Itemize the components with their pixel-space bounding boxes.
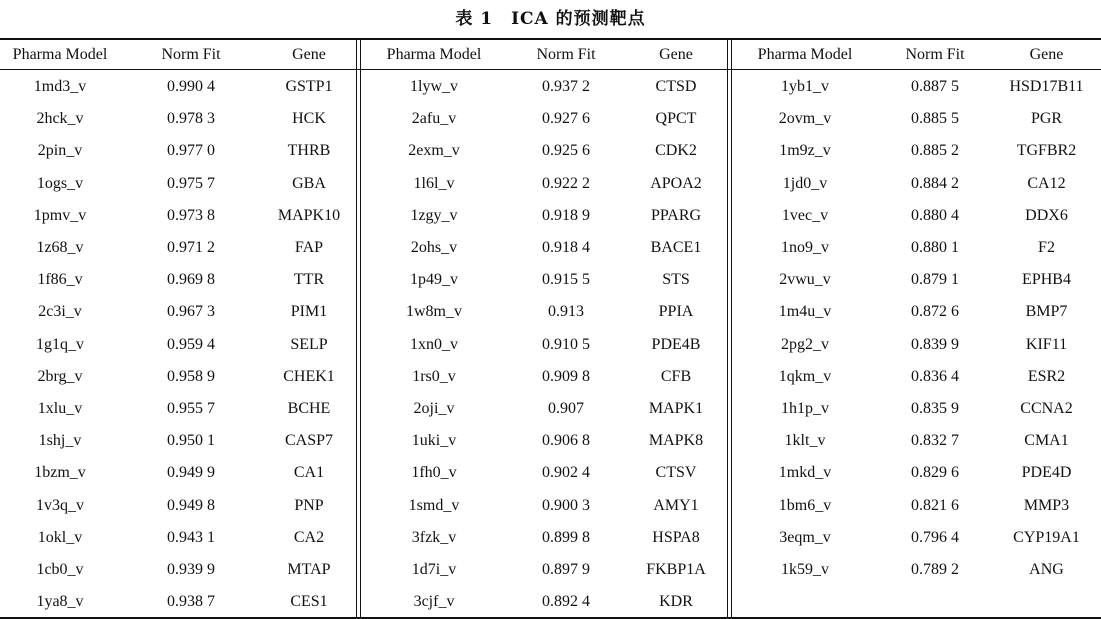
norm-fit-cell: 0.829 6 bbox=[911, 464, 959, 482]
pharma-model-cell: 1md3_v bbox=[33, 78, 87, 96]
pharma-model-cell: 1vec_v bbox=[781, 206, 829, 224]
norm-fit-cell: 0.885 5 bbox=[911, 110, 959, 128]
norm-fit-cell: 0.906 8 bbox=[542, 432, 590, 450]
norm-fit-cell: 0.949 9 bbox=[167, 464, 215, 482]
norm-fit-cell: 0.977 0 bbox=[167, 142, 215, 160]
pharma-model-cell: 1fh0_v bbox=[411, 464, 457, 482]
pharma-model-cell: 1g1q_v bbox=[36, 335, 84, 353]
gene-cell: GBA bbox=[292, 174, 326, 192]
norm-fit-cell: 0.949 8 bbox=[167, 496, 215, 514]
norm-fit-cell: 0.958 9 bbox=[167, 367, 215, 385]
norm-fit-cell: 0.832 7 bbox=[911, 432, 959, 450]
norm-fit-cell: 0.967 3 bbox=[167, 303, 215, 321]
pharma-model-cell: 1xlu_v bbox=[37, 399, 83, 417]
col-header-gene: Gene bbox=[292, 45, 326, 63]
gene-cell: QPCT bbox=[655, 110, 697, 128]
gene-cell: CHEK1 bbox=[283, 367, 335, 385]
gene-cell: PDE4D bbox=[1021, 464, 1072, 482]
gene-cell: CA1 bbox=[293, 464, 325, 482]
table-row bbox=[732, 200, 1101, 232]
col-header-gene: Gene bbox=[659, 45, 693, 63]
gene-cell: PDE4B bbox=[651, 335, 701, 353]
gene-cell: AMY1 bbox=[653, 496, 699, 514]
pharma-model-cell: 2exm_v bbox=[408, 142, 460, 160]
gene-cell: BACE1 bbox=[650, 239, 702, 257]
pharma-model-cell: 1h1p_v bbox=[781, 399, 829, 417]
norm-fit-cell: 0.821 6 bbox=[911, 496, 959, 514]
norm-fit-cell: 0.973 8 bbox=[167, 206, 215, 224]
norm-fit-cell: 0.835 9 bbox=[911, 399, 959, 417]
norm-fit-cell: 0.918 4 bbox=[542, 239, 590, 257]
pharma-model-cell: 1m4u_v bbox=[778, 303, 832, 321]
gene-cell: PGR bbox=[1030, 110, 1063, 128]
col-header-norm-fit: Norm Fit bbox=[536, 45, 596, 63]
pharma-model-cell: 1uki_v bbox=[411, 432, 457, 450]
pharma-model-cell: 1v3q_v bbox=[36, 496, 84, 514]
table-panel-1 bbox=[0, 40, 356, 618]
norm-fit-cell: 0.892 4 bbox=[542, 593, 590, 611]
table-row bbox=[732, 103, 1101, 135]
table-row bbox=[0, 69, 356, 103]
norm-fit-cell: 0.907 bbox=[548, 399, 584, 417]
table-row bbox=[361, 200, 727, 232]
table-row bbox=[0, 296, 356, 328]
norm-fit-cell: 0.885 2 bbox=[911, 142, 959, 160]
table-title: ICA 的预测靶点 bbox=[511, 9, 646, 29]
table-row bbox=[361, 522, 727, 554]
table-row bbox=[732, 522, 1101, 554]
header-row bbox=[732, 40, 1101, 69]
gene-cell: CFB bbox=[660, 367, 692, 385]
pharma-model-cell: 1bm6_v bbox=[778, 496, 832, 514]
pharma-model-cell: 2brg_v bbox=[37, 367, 83, 385]
pharma-model-cell: 1rs0_v bbox=[412, 367, 456, 385]
table-row bbox=[361, 103, 727, 135]
pharma-model-cell: 1klt_v bbox=[784, 432, 826, 450]
col-header-pharma-model: Pharma Model bbox=[386, 45, 482, 63]
norm-fit-cell: 0.880 1 bbox=[911, 239, 959, 257]
gene-cell: CYP19A1 bbox=[1013, 528, 1080, 546]
table-row bbox=[0, 329, 356, 361]
pharma-model-cell: 2ohs_v bbox=[410, 239, 458, 257]
norm-fit-cell: 0.943 1 bbox=[167, 528, 215, 546]
col-header-pharma-model: Pharma Model bbox=[12, 45, 108, 63]
table-number: 表 1 bbox=[455, 9, 494, 29]
gene-cell: ESR2 bbox=[1027, 367, 1066, 385]
table-row bbox=[0, 264, 356, 296]
pharma-model-cell: 2oji_v bbox=[413, 399, 455, 417]
gene-cell: MTAP bbox=[287, 560, 331, 578]
table-row bbox=[0, 393, 356, 425]
pharma-model-cell: 1qkm_v bbox=[778, 367, 832, 385]
table-row bbox=[732, 425, 1101, 457]
norm-fit-cell: 0.978 3 bbox=[167, 110, 215, 128]
pharma-model-cell: 1lyw_v bbox=[410, 78, 458, 96]
gene-cell: TGFBR2 bbox=[1016, 142, 1077, 160]
gene-cell: TTR bbox=[293, 271, 325, 289]
table-row bbox=[732, 296, 1101, 328]
pharma-model-cell: 1l6l_v bbox=[413, 174, 455, 192]
pharma-model-cell: 1yb1_v bbox=[781, 78, 829, 96]
col-header-norm-fit: Norm Fit bbox=[905, 45, 965, 63]
pharma-model-cell: 1z68_v bbox=[36, 239, 84, 257]
norm-fit-cell: 0.796 4 bbox=[911, 528, 959, 546]
gene-cell: BCHE bbox=[287, 399, 331, 417]
table-row bbox=[732, 264, 1101, 296]
gene-cell: EPHB4 bbox=[1022, 271, 1071, 289]
pharma-model-cell: 2afu_v bbox=[411, 110, 457, 128]
gene-cell: CA2 bbox=[293, 528, 325, 546]
gene-cell: THRB bbox=[287, 142, 331, 160]
table-row bbox=[361, 69, 727, 103]
table-row bbox=[732, 361, 1101, 393]
norm-fit-cell: 0.918 9 bbox=[542, 206, 590, 224]
table-row bbox=[0, 232, 356, 264]
norm-fit-cell: 0.975 7 bbox=[167, 174, 215, 192]
norm-fit-cell: 0.939 9 bbox=[167, 560, 215, 578]
header-row bbox=[0, 40, 356, 69]
table-row bbox=[732, 232, 1101, 264]
norm-fit-cell: 0.910 5 bbox=[542, 335, 590, 353]
gene-cell: GSTP1 bbox=[285, 78, 333, 96]
pharma-model-cell: 2hck_v bbox=[36, 110, 84, 128]
norm-fit-cell: 0.922 2 bbox=[542, 174, 590, 192]
gene-cell: CCNA2 bbox=[1020, 399, 1073, 417]
pharma-model-cell: 1pmv_v bbox=[33, 206, 87, 224]
norm-fit-cell: 0.938 7 bbox=[167, 593, 215, 611]
table-row bbox=[361, 329, 727, 361]
norm-fit-cell: 0.959 4 bbox=[167, 335, 215, 353]
gene-cell: KDR bbox=[659, 593, 693, 611]
pharma-model-cell: 1cb0_v bbox=[36, 560, 84, 578]
table-row bbox=[361, 489, 727, 521]
table-row bbox=[0, 103, 356, 135]
gene-cell: MAPK10 bbox=[277, 206, 341, 224]
pharma-model-cell: 3fzk_v bbox=[411, 528, 457, 546]
gene-cell: PIM1 bbox=[290, 303, 328, 321]
norm-fit-cell: 0.971 2 bbox=[167, 239, 215, 257]
pharma-model-cell: 1smd_v bbox=[408, 496, 460, 514]
gene-cell: HCK bbox=[292, 110, 326, 128]
gene-cell: CA12 bbox=[1027, 174, 1066, 192]
gene-cell: BMP7 bbox=[1025, 303, 1068, 321]
norm-fit-cell: 0.915 5 bbox=[542, 271, 590, 289]
table-row bbox=[0, 586, 356, 618]
table-row bbox=[732, 393, 1101, 425]
pharma-model-cell: 1w8m_v bbox=[406, 303, 462, 321]
norm-fit-cell: 0.899 8 bbox=[542, 528, 590, 546]
table-row bbox=[732, 457, 1101, 489]
gene-cell: KIF11 bbox=[1025, 335, 1068, 353]
gene-cell: CTSD bbox=[655, 78, 697, 96]
gene-cell: CTSV bbox=[655, 464, 697, 482]
norm-fit-cell: 0.897 9 bbox=[542, 560, 590, 578]
norm-fit-cell: 0.887 5 bbox=[911, 78, 959, 96]
pharma-model-cell: 1d7i_v bbox=[411, 560, 457, 578]
gene-cell: CMA1 bbox=[1024, 432, 1069, 450]
gene-cell: STS bbox=[662, 271, 690, 289]
table-panel-2 bbox=[361, 40, 727, 618]
gene-cell: HSPA8 bbox=[652, 528, 700, 546]
col-header-gene: Gene bbox=[1029, 45, 1064, 63]
gene-cell: CASP7 bbox=[284, 432, 334, 450]
table-row bbox=[0, 522, 356, 554]
table-row bbox=[361, 296, 727, 328]
table-row bbox=[361, 425, 727, 457]
pharma-model-cell: 1k59_v bbox=[781, 560, 829, 578]
gene-cell: MAPK1 bbox=[648, 399, 704, 417]
pharma-model-cell: 1bzm_v bbox=[34, 464, 86, 482]
pharma-model-cell: 1shj_v bbox=[38, 432, 82, 450]
header-row bbox=[361, 40, 727, 69]
pharma-model-cell: 1zgy_v bbox=[410, 206, 458, 224]
pharma-model-cell: 3cjf_v bbox=[413, 593, 455, 611]
table-row bbox=[361, 586, 727, 618]
norm-fit-cell: 0.913 bbox=[548, 303, 584, 321]
table-row bbox=[732, 554, 1101, 586]
gene-cell: F2 bbox=[1038, 239, 1055, 257]
table-row bbox=[361, 232, 727, 264]
table-row bbox=[732, 168, 1101, 200]
col-header-norm-fit: Norm Fit bbox=[161, 45, 221, 63]
pharma-model-cell: 2pg2_v bbox=[781, 335, 829, 353]
norm-fit-cell: 0.789 2 bbox=[911, 560, 959, 578]
gene-cell: MMP3 bbox=[1023, 496, 1070, 514]
table-caption bbox=[0, 4, 1101, 29]
data-table-1 bbox=[0, 40, 356, 618]
gene-cell: DDX6 bbox=[1025, 206, 1068, 224]
pharma-model-cell: 2pin_v bbox=[37, 142, 83, 160]
norm-fit-cell: 0.925 6 bbox=[542, 142, 590, 160]
pharma-model-cell: 1ogs_v bbox=[36, 174, 84, 192]
gene-cell: ANG bbox=[1029, 560, 1064, 578]
norm-fit-cell: 0.955 7 bbox=[167, 399, 215, 417]
gene-cell: FAP bbox=[294, 239, 324, 257]
table-row bbox=[361, 135, 727, 167]
table-panel-3 bbox=[732, 40, 1101, 586]
pharma-model-cell: 1xn0_v bbox=[410, 335, 458, 353]
table-row bbox=[732, 329, 1101, 361]
table-row bbox=[361, 393, 727, 425]
gene-cell: HSD17B11 bbox=[1009, 78, 1084, 96]
table-row bbox=[361, 264, 727, 296]
pharma-model-cell: 1mkd_v bbox=[778, 464, 832, 482]
pharma-model-cell: 1ya8_v bbox=[36, 593, 84, 611]
table-row bbox=[0, 168, 356, 200]
table-row bbox=[0, 554, 356, 586]
table-row bbox=[361, 168, 727, 200]
table-row bbox=[732, 489, 1101, 521]
gene-cell: CDK2 bbox=[655, 142, 697, 160]
table-row bbox=[0, 489, 356, 521]
norm-fit-cell: 0.950 1 bbox=[167, 432, 215, 450]
norm-fit-cell: 0.909 8 bbox=[542, 367, 590, 385]
pharma-model-cell: 1p49_v bbox=[410, 271, 458, 289]
data-table-3 bbox=[732, 40, 1101, 586]
table-row bbox=[0, 361, 356, 393]
table-row bbox=[732, 69, 1101, 103]
pharma-model-cell: 2c3i_v bbox=[38, 303, 82, 321]
pharma-model-cell: 2vwu_v bbox=[779, 271, 831, 289]
pharma-model-cell: 1m9z_v bbox=[779, 142, 831, 160]
norm-fit-cell: 0.990 4 bbox=[167, 78, 215, 96]
pharma-model-cell: 1jd0_v bbox=[782, 174, 828, 192]
table-row bbox=[0, 135, 356, 167]
table-row bbox=[361, 457, 727, 489]
gene-cell: APOA2 bbox=[650, 174, 702, 192]
table-row bbox=[361, 554, 727, 586]
norm-fit-cell: 0.927 6 bbox=[542, 110, 590, 128]
norm-fit-cell: 0.836 4 bbox=[911, 367, 959, 385]
pharma-model-cell: 1okl_v bbox=[37, 528, 83, 546]
gene-cell: MAPK8 bbox=[648, 432, 704, 450]
gene-cell: PNP bbox=[294, 496, 324, 514]
data-table-2 bbox=[361, 40, 727, 618]
pharma-model-cell: 1f86_v bbox=[37, 271, 83, 289]
gene-cell: FKBP1A bbox=[646, 560, 706, 578]
norm-fit-cell: 0.872 6 bbox=[911, 303, 959, 321]
gene-cell: PPARG bbox=[650, 206, 702, 224]
norm-fit-cell: 0.880 4 bbox=[911, 206, 959, 224]
table-row bbox=[0, 200, 356, 232]
col-header-pharma-model: Pharma Model bbox=[757, 45, 853, 63]
table-row bbox=[0, 425, 356, 457]
pharma-model-cell: 3eqm_v bbox=[779, 528, 831, 546]
norm-fit-cell: 0.969 8 bbox=[167, 271, 215, 289]
norm-fit-cell: 0.937 2 bbox=[542, 78, 590, 96]
pharma-model-cell: 1no9_v bbox=[781, 239, 829, 257]
norm-fit-cell: 0.839 9 bbox=[911, 335, 959, 353]
norm-fit-cell: 0.902 4 bbox=[542, 464, 590, 482]
norm-fit-cell: 0.884 2 bbox=[911, 174, 959, 192]
table-row bbox=[732, 135, 1101, 167]
pharma-model-cell: 2ovm_v bbox=[778, 110, 832, 128]
gene-cell: CES1 bbox=[290, 593, 328, 611]
norm-fit-cell: 0.900 3 bbox=[542, 496, 590, 514]
gene-cell: PPIA bbox=[658, 303, 694, 321]
table-row bbox=[0, 457, 356, 489]
table-row bbox=[361, 361, 727, 393]
norm-fit-cell: 0.879 1 bbox=[911, 271, 959, 289]
gene-cell: SELP bbox=[290, 335, 328, 353]
